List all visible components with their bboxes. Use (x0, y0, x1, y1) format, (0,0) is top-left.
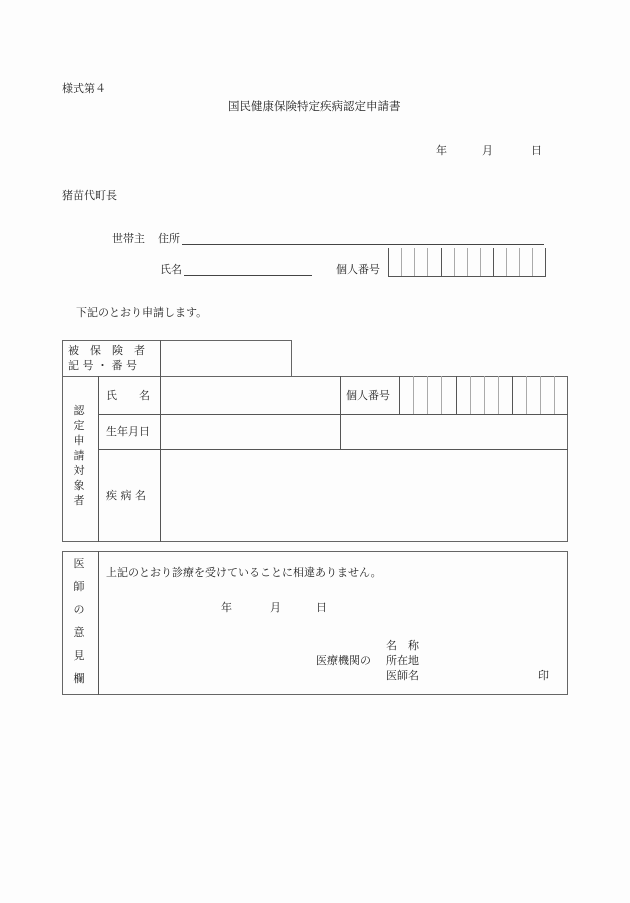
address-field[interactable] (182, 244, 544, 245)
divider (98, 551, 99, 695)
subject-personal-number-field[interactable] (399, 376, 567, 414)
divider (98, 376, 99, 542)
divider (340, 376, 341, 450)
doctor-statement: 上記のとおり診療を受けていることに相違ありません。 (106, 566, 382, 579)
form-title: 国民健康保険特定疾病認定申請書 (228, 99, 401, 113)
disease-label: 疾 病 名 (106, 489, 146, 502)
institution-name-label: 名 称 (386, 639, 419, 652)
applicant-name-field[interactable] (184, 275, 312, 276)
householder-label: 世帯主 (112, 232, 145, 245)
birthdate-field[interactable] (161, 415, 339, 449)
doctor-date-day: 日 (316, 601, 327, 614)
insured-number-field[interactable] (161, 341, 291, 376)
subject-personal-number-label: 個人番号 (346, 389, 390, 402)
insured-label-line2: 記 号 ・ 番 号 (68, 359, 137, 372)
institution-prefix: 医療機関の (316, 654, 371, 667)
doctor-date-month: 月 (270, 601, 281, 614)
address-label: 住所 (158, 232, 180, 245)
applicant-name-label: 氏名 (160, 263, 182, 276)
seal-mark: 印 (538, 669, 549, 682)
doctor-opinion-group-label: 医 師 の 意 見 欄 (73, 557, 85, 685)
doctor-name-label: 医師名 (386, 669, 419, 682)
subject-group-label: 認 定 申 請 対 象 者 (73, 404, 85, 507)
institution-address-label: 所在地 (386, 654, 419, 667)
insured-label-line1: 被 保 険 者 (68, 344, 145, 357)
addressee: 猪苗代町長 (62, 189, 117, 202)
date-day-label: 日 (531, 144, 542, 157)
date-month-label: 月 (482, 144, 493, 157)
date-year-label: 年 (436, 144, 447, 157)
doctor-date-year: 年 (221, 601, 232, 614)
form-number: 様式第４ (62, 82, 106, 95)
subject-name-label: 氏 名 (106, 389, 150, 402)
birthdate-label: 生年月日 (106, 425, 150, 438)
applicant-personal-number-field[interactable] (388, 248, 546, 277)
subject-name-field[interactable] (161, 377, 339, 414)
disease-field[interactable] (161, 450, 567, 541)
application-statement: 下記のとおり申請します。 (76, 306, 208, 319)
applicant-personal-number-label: 個人番号 (336, 263, 380, 276)
